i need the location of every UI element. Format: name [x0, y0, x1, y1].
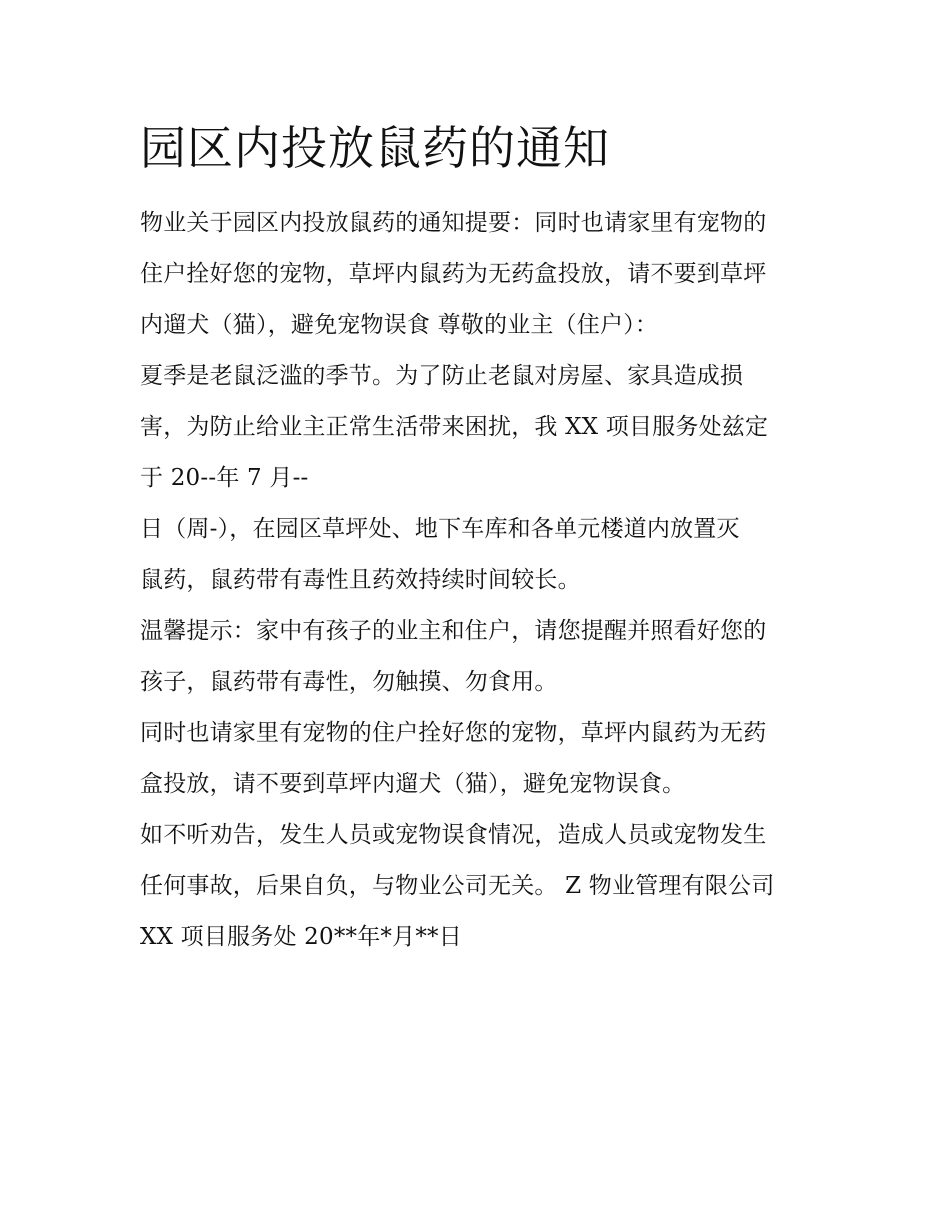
document-body	[140, 198, 820, 963]
paragraph-line: 孩子，鼠药带有毒性，勿触摸、勿食用。	[140, 669, 558, 695]
paragraph-line: 温馨提示：家中有孩子的业主和住户，请您提醒并照看好您的	[140, 618, 767, 644]
signature-line: XX 项目服务处 20**年*月**日	[140, 924, 462, 950]
paragraph-line: 日（周-），在园区草坪处、地下车库和各单元楼道内放置灭	[140, 516, 740, 542]
paragraph-line: 同时也请家里有宠物的住户拴好您的宠物，草坪内鼠药为无药	[140, 720, 767, 746]
paragraph-line: 盒投放，请不要到草坪内遛犬（猫），避免宠物误食。	[140, 771, 686, 797]
paragraph-children-warning	[140, 606, 820, 708]
paragraph-pet-warning	[140, 708, 820, 810]
paragraph-line: 夏季是老鼠泛滥的季节。为了防止老鼠对房屋、家具造成损	[140, 363, 744, 389]
document-title: 园区内投放鼠药的通知	[140, 121, 610, 175]
paragraph-placement	[140, 504, 820, 606]
paragraph-intro	[140, 198, 820, 351]
paragraph-line: 害，为防止给业主正常生活带来困扰，我 XX 项目服务处兹定	[140, 414, 769, 440]
paragraph-line: 于 20--年 7 月--	[140, 465, 309, 491]
paragraph-line: 鼠药，鼠药带有毒性且药效持续时间较长。	[140, 567, 581, 593]
paragraph-line: 物业关于园区内投放鼠药的通知提要：同时也请家里有宠物的	[140, 210, 767, 236]
paragraph-notice-date	[140, 351, 820, 504]
paragraph-line: 任何事故，后果自负，与物业公司无关。 Z 物业管理有限公司	[140, 873, 775, 899]
paragraph-line: 住户拴好您的宠物，草坪内鼠药为无药盒投放，请不要到草坪	[140, 261, 767, 287]
paragraph-disclaimer-signature	[140, 810, 820, 963]
paragraph-line: 如不听劝告，发生人员或宠物误食情况，造成人员或宠物发生	[140, 822, 767, 848]
paragraph-line: 内遛犬（猫），避免宠物误食 尊敬的业主（住户）：	[140, 312, 659, 338]
